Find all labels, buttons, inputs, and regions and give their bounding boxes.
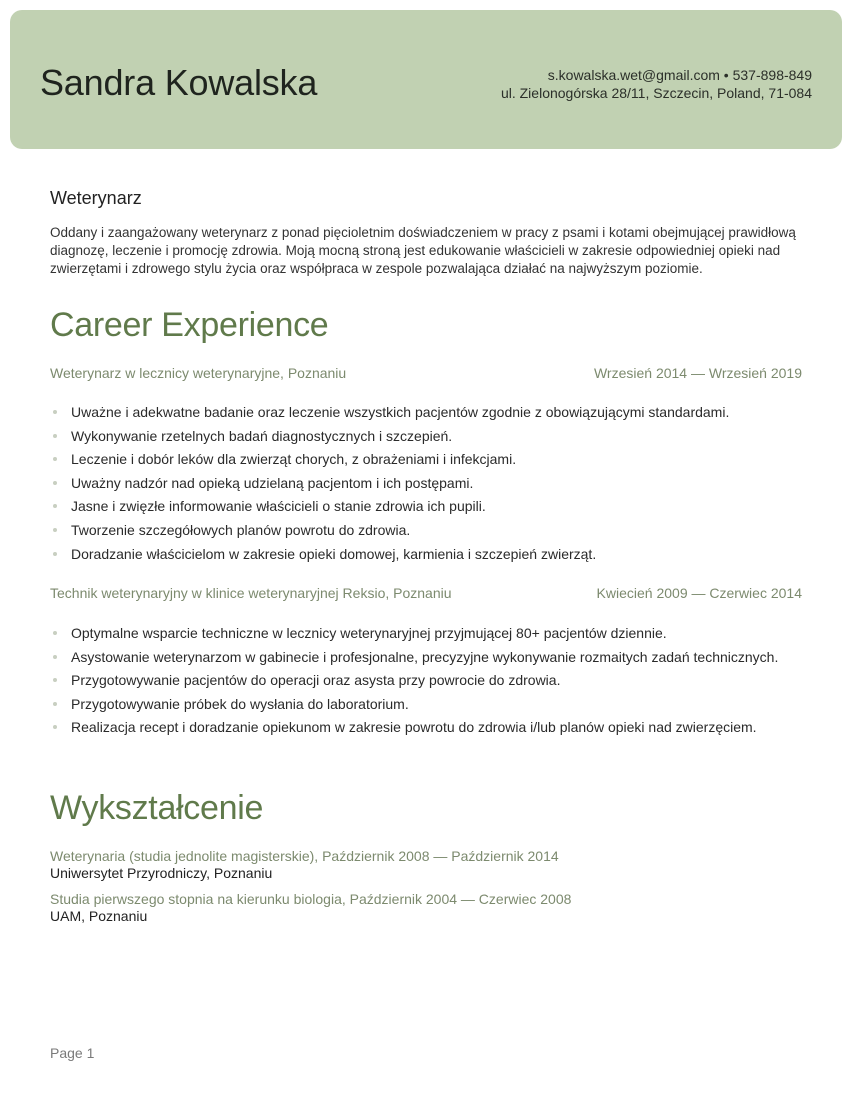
profile-title: Weterynarz — [50, 188, 142, 208]
education-degree: Studia pierwszego stopnia na kierunku biologia, Październik 2004 — Czerwiec 2008 — [50, 891, 572, 907]
job-position: Technik weterynaryjny w klinice weterynaryjnej Reksio, Poznaniu — [50, 585, 452, 601]
bullet-icon — [53, 552, 57, 556]
list-item: Uważne i adekwatne badanie oraz leczenie wszystkich pacjentów zgodnie z obowiązującymi standardami. — [50, 403, 810, 427]
job-bullets — [50, 403, 810, 568]
bullet-icon — [53, 631, 57, 635]
list-item: Wykonywanie rzetelnych badań diagnostycznych i szczepień. — [50, 427, 810, 451]
list-item: Przygotowywanie pacjentów do operacji oraz asysta przy powrocie do zdrowia. — [50, 671, 810, 695]
bullet-icon — [53, 481, 57, 485]
job-dates: Kwiecień 2009 — Czerwiec 2014 — [596, 585, 802, 601]
contact-email-phone: s.kowalska.wet@gmail.com • 537-898-849 — [547, 67, 812, 83]
contact-info — [501, 66, 812, 102]
section-title-education: Wykształcenie — [50, 789, 264, 827]
job-dates: Wrzesień 2014 — Wrzesień 2019 — [593, 365, 802, 381]
job-header — [50, 585, 802, 601]
page-number: Page 1 — [50, 1045, 95, 1061]
bullet-icon — [53, 504, 57, 508]
bullet-icon — [53, 678, 57, 682]
education-degree: Weterynaria (studia jednolite magisterskie), Październik 2008 — Październik 2014 — [50, 848, 559, 864]
bullet-icon — [53, 725, 57, 729]
list-item: Tworzenie szczegółowych planów powrotu do zdrowia. — [50, 521, 810, 545]
bullet-icon — [53, 528, 57, 532]
bullet-icon — [53, 434, 57, 438]
list-item: Realizacja recept i doradzanie opiekunom w zakresie powrotu do zdrowia i/lub planów opieki nad zwierzęciem. — [50, 718, 810, 742]
job-header — [50, 365, 802, 381]
list-item: Doradzanie właścicielom w zakresie opieki domowej, karmienia i szczepień zwierząt. — [50, 545, 810, 569]
job-position: Weterynarz w lecznicy weterynaryjne, Poznaniu — [50, 365, 347, 381]
list-item: Przygotowywanie próbek do wysłania do laboratorium. — [50, 695, 810, 719]
bullet-icon — [53, 655, 57, 659]
list-item: Leczenie i dobór leków dla zwierząt chorych, z obrażeniami i infekcjami. — [50, 450, 810, 474]
contact-address: ul. Zielonogórska 28/11, Szczecin, Poland, 71-084 — [500, 85, 812, 101]
list-item: Uważny nadzór nad opieką udzielaną pacjentom i ich postępami. — [50, 474, 810, 498]
education-school: UAM, Poznaniu — [50, 908, 148, 924]
education-school: Uniwersytet Przyrodniczy, Poznaniu — [50, 865, 273, 881]
list-item: Asystowanie weterynarzom w gabinecie i profesjonalne, precyzyjne wykonywanie rozmaitych zadań technicznych. — [50, 648, 810, 672]
section-title-experience: Career Experience — [50, 306, 329, 344]
candidate-name: Sandra Kowalska — [40, 62, 318, 103]
bullet-icon — [53, 410, 57, 414]
profile-summary: Oddany i zaangażowany weterynarz z ponad pięcioletnim doświadczeniem w pracy z psami i kotami obejmującej prawidłową diagnozę, leczenie i promocję zdrowia. Moją mocną stroną jest edukowanie właścicieli w zakresie odpowiedniej opieki nad zwierzętami i zdrowego stylu życia oraz współpraca w zespole pozwalająca działać na najwyższym poziomie. — [50, 225, 796, 276]
bullet-icon — [53, 702, 57, 706]
job-bullets — [50, 624, 810, 742]
list-item: Optymalne wsparcie techniczne w lecznicy weterynaryjnej przyjmującej 80+ pacjentów dziennie. — [50, 624, 810, 648]
list-item: Jasne i zwięzłe informowanie właścicieli o stanie zdrowia ich pupili. — [50, 497, 810, 521]
bullet-icon — [53, 457, 57, 461]
